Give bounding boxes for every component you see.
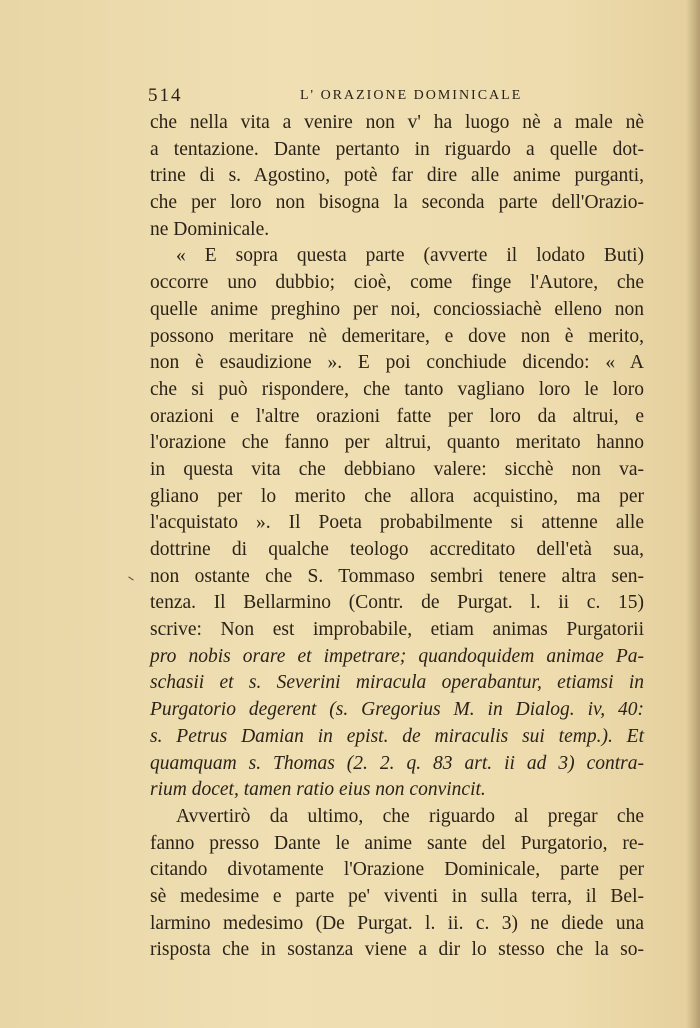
page-header	[148, 85, 648, 109]
text-line: citando divotamente l'Orazione Dominicale, parte per	[150, 859, 644, 881]
text-line: tenza. Il Bellarmino (Contr. de Purgat. l. ii c. 15)	[150, 592, 644, 614]
text-line: s. Petrus Damian in epist. de miraculis sui temp.). Et	[150, 725, 644, 747]
text-line: possono meritare nè demeritare, e dove non è merito,	[150, 325, 644, 347]
text-line: occorre uno dubbio; cioè, come finge l'Autore, che	[150, 272, 644, 294]
text-line: in questa vita che debbiano valere: sicchè non va-	[150, 458, 644, 480]
text-line: Purgatorio degerent (s. Gregorius M. in Dialog. iv, 40:	[150, 699, 644, 721]
text-line: risposta che in sostanza viene a dir lo stesso che la so-	[150, 939, 644, 961]
text-line: pro nobis orare et impetrare; quandoquidem animae Pa-	[150, 645, 644, 667]
text-line: orazioni e l'altre orazioni fatte per loro da altrui, e	[150, 405, 644, 427]
text-line: ne Dominicale.	[150, 218, 270, 240]
text-line: quamquam s. Thomas (2. 2. q. 83 art. ii ad 3) contra-	[150, 752, 644, 774]
text-line: non ostante che S. Tommaso sembri tenere altra sen-	[150, 565, 644, 587]
text-line: rium docet, tamen ratio eius non convincit.	[150, 779, 486, 801]
page-edge-shadow	[686, 0, 700, 1028]
text-line: che per loro non bisogna la seconda parte dell'Orazio-	[150, 192, 644, 214]
text-line: a tentazione. Dante pertanto in riguardo a quelle dot-	[150, 138, 644, 160]
text-line: l'acquistato ». Il Poeta probabilmente si attenne alle	[150, 512, 644, 534]
text-line: l'orazione che fanno per altrui, quanto meritato hanno	[150, 432, 644, 454]
text-line: trine di s. Agostino, potè far dire alle anime purganti,	[150, 165, 644, 187]
text-line: quelle anime preghino per noi, conciossiachè elleno non	[150, 298, 644, 320]
text-line: schasii et s. Severini miracula operabantur, etiamsi in	[150, 672, 644, 694]
text-line: gliano per lo merito che allora acquistino, ma per	[150, 485, 644, 507]
text-line: larmino medesimo (De Purgat. l. ii. c. 3) ne diede una	[150, 912, 644, 934]
text-line: non è esaudizione ». E poi conchiude dicendo: « A	[150, 352, 644, 374]
text-line: « E sopra questa parte (avverte il lodato Buti)	[176, 245, 644, 267]
text-line: sè medesime e parte pe' viventi in sulla terra, il Bel-	[150, 885, 644, 907]
body-text	[150, 110, 644, 964]
text-line: che nella vita a venire non v' ha luogo nè a male nè	[150, 112, 644, 133]
text-line: che si può rispondere, che tanto vagliano loro le loro	[150, 378, 644, 400]
running-title: L' ORAZIONE DOMINICALE	[300, 88, 523, 103]
text-line: scrive: Non est improbabile, etiam animas Purgatorii	[150, 619, 644, 641]
text-line: fanno presso Dante le anime sante del Purgatorio, re-	[150, 832, 644, 854]
text-line: dottrine di qualche teologo accreditato dell'età sua,	[150, 539, 644, 560]
page-number: 514	[148, 85, 183, 106]
text-line: Avvertirò da ultimo, che riguardo al pregar che	[176, 805, 644, 827]
